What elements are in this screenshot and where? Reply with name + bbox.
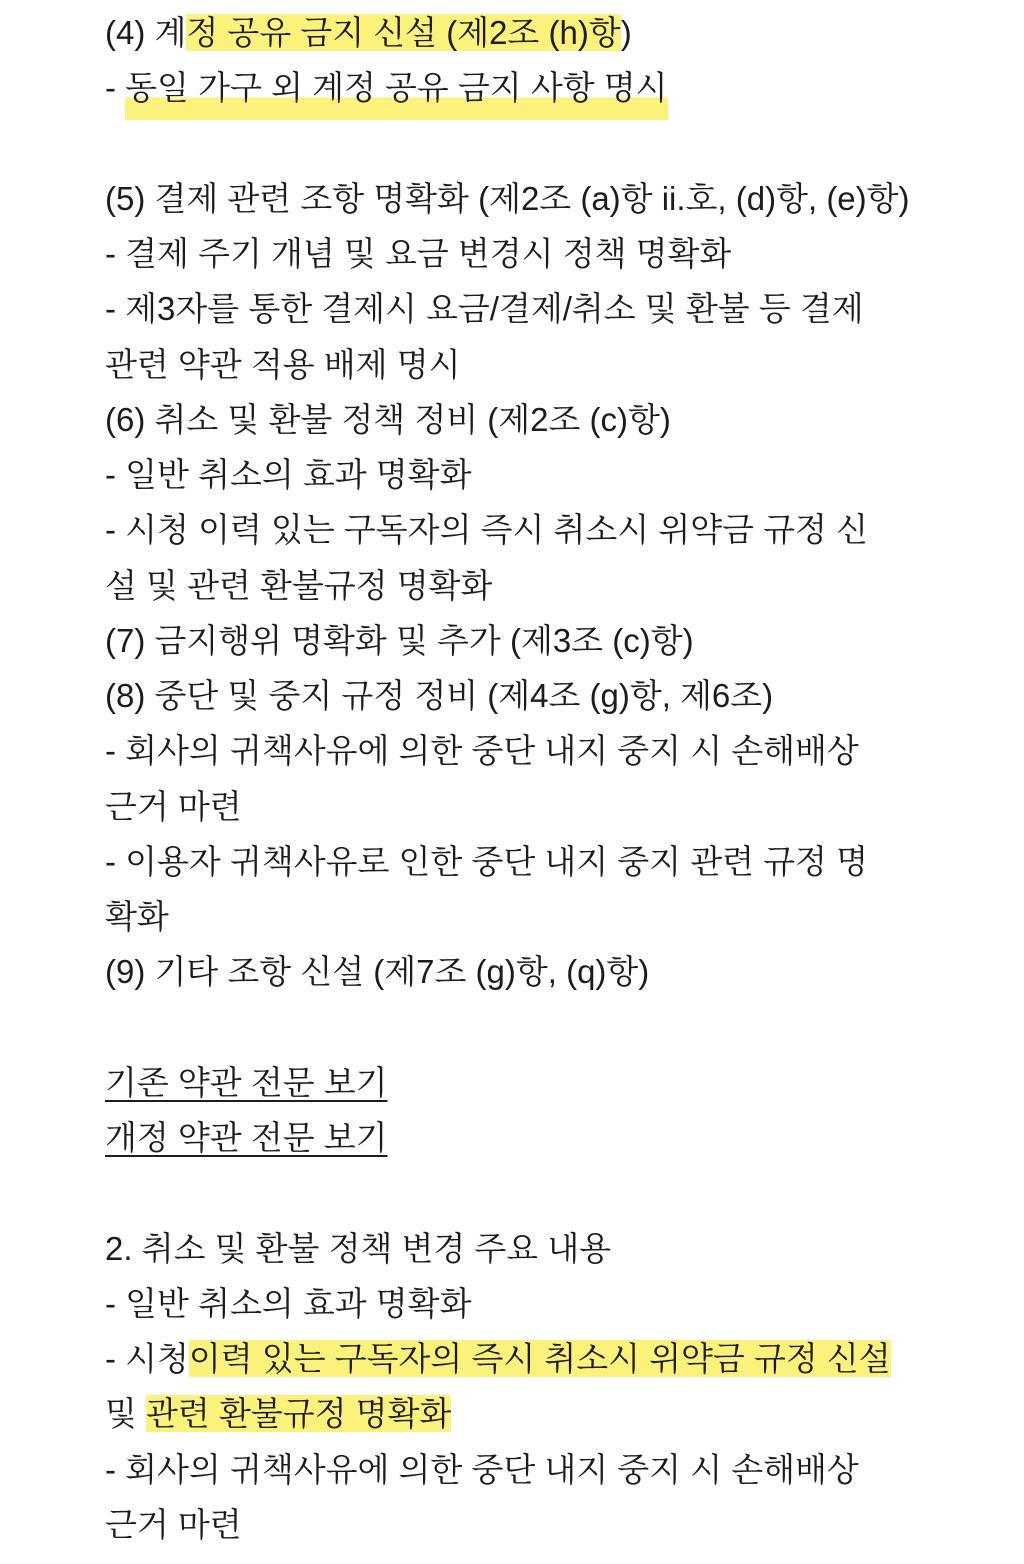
detail-text: 근거 마련 (105, 787, 242, 825)
change-item-title (105, 171, 984, 226)
highlighted-text: 동일 가구 외 계정 공유 금지 사항 명시 (125, 69, 667, 120)
revised-terms-row (105, 1110, 984, 1165)
change-item-6 (105, 392, 984, 613)
section-2-detail (105, 1442, 984, 1497)
section-2-detail (105, 1276, 984, 1331)
detail-text: - 이용자 귀책사유로 인한 중단 내지 중지 관련 규정 명 (105, 842, 868, 880)
title-text: (4) 계 (105, 14, 187, 51)
previous-terms-row (105, 1055, 984, 1110)
change-item-detail-continued (105, 558, 984, 613)
title-text: ) (620, 14, 632, 51)
detail-text: 및 (105, 1395, 147, 1433)
revised-terms-link[interactable]: 개정 약관 전문 보기 (105, 1119, 388, 1156)
change-item-title (105, 613, 984, 668)
change-item-detail (105, 281, 984, 336)
change-item-detail (105, 447, 984, 502)
detail-text: 확화 (105, 898, 169, 935)
detail-text: - 일반 취소의 효과 명확화 (105, 456, 472, 493)
detail-text: - 일반 취소의 효과 명확화 (105, 1284, 472, 1322)
detail-text: - 회사의 귀책사유에 의한 중단 내지 중지 시 손해배상 (105, 1450, 859, 1488)
section-2-heading (105, 1221, 984, 1276)
detail-text: - 시청 이력 있는 구독자의 즉시 취소시 위약금 규정 신 (105, 511, 868, 549)
change-item-5 (105, 171, 984, 392)
change-item-detail (105, 226, 984, 281)
spacer (105, 116, 984, 171)
title-text: (8) 중단 및 중지 규정 정비 (제4조 (g)항, 제6조) (105, 677, 774, 714)
change-item-detail-continued (105, 779, 984, 834)
change-item-detail (105, 60, 984, 115)
section-2 (105, 1221, 984, 1553)
detail-text: - 결제 주기 개념 및 요금 변경시 정책 명확화 (105, 235, 732, 272)
change-item-title (105, 944, 984, 999)
change-item-detail (105, 723, 984, 778)
change-item-8 (105, 668, 984, 944)
detail-text: 근거 마련 (105, 1505, 242, 1543)
title-text: (7) 금지행위 명확화 및 추가 (제3조 (c)항) (105, 621, 694, 659)
change-item-detail-continued (105, 337, 984, 392)
section-2-detail-continued (105, 1497, 984, 1552)
highlighted-text: 관련 환불규정 명확화 (146, 1395, 452, 1433)
change-item-detail (105, 502, 984, 557)
bullet-marker: - (105, 69, 126, 107)
detail-text: - 시청 (105, 1340, 189, 1377)
detail-text: 설 및 관련 환불규정 명확화 (105, 566, 493, 604)
change-item-detail-continued (105, 889, 984, 944)
highlighted-text: 이력 있는 구독자의 즉시 취소시 위약금 규정 신설 (188, 1340, 891, 1377)
previous-terms-link[interactable]: 기존 약관 전문 보기 (105, 1063, 388, 1101)
change-item-title (105, 5, 984, 60)
change-item-9 (105, 944, 984, 999)
change-item-4 (105, 5, 984, 116)
highlighted-text: 정 공유 금지 신설 (제2조 (h)항 (186, 14, 621, 51)
detail-text: - 제3자를 통한 결제시 요금/결제/취소 및 환불 등 결제 (105, 290, 864, 328)
section-2-detail (105, 1331, 984, 1386)
change-item-7 (105, 613, 984, 668)
change-item-title (105, 392, 984, 447)
change-item-detail (105, 834, 984, 889)
change-item-title (105, 668, 984, 723)
title-text: (9) 기타 조항 신설 (제7조 (g)항, (q)항) (105, 953, 650, 991)
title-text: (5) 결제 관련 조항 명확화 (제2조 (a)항 ii.호, (d)항, (e)항) (105, 179, 910, 217)
title-text: (6) 취소 및 환불 정책 정비 (제2조 (c)항) (105, 400, 671, 438)
heading-text: 2. 취소 및 환불 정책 변경 주요 내용 (105, 1229, 612, 1267)
detail-text: - 회사의 귀책사유에 의한 중단 내지 중지 시 손해배상 (105, 732, 859, 770)
section-2-detail-continued (105, 1386, 984, 1441)
change-summary (105, 5, 984, 1000)
spacer (105, 1000, 984, 1055)
detail-text: 관련 약관 적용 배제 명시 (105, 345, 461, 383)
spacer (105, 1165, 984, 1220)
terms-links (105, 1055, 984, 1166)
